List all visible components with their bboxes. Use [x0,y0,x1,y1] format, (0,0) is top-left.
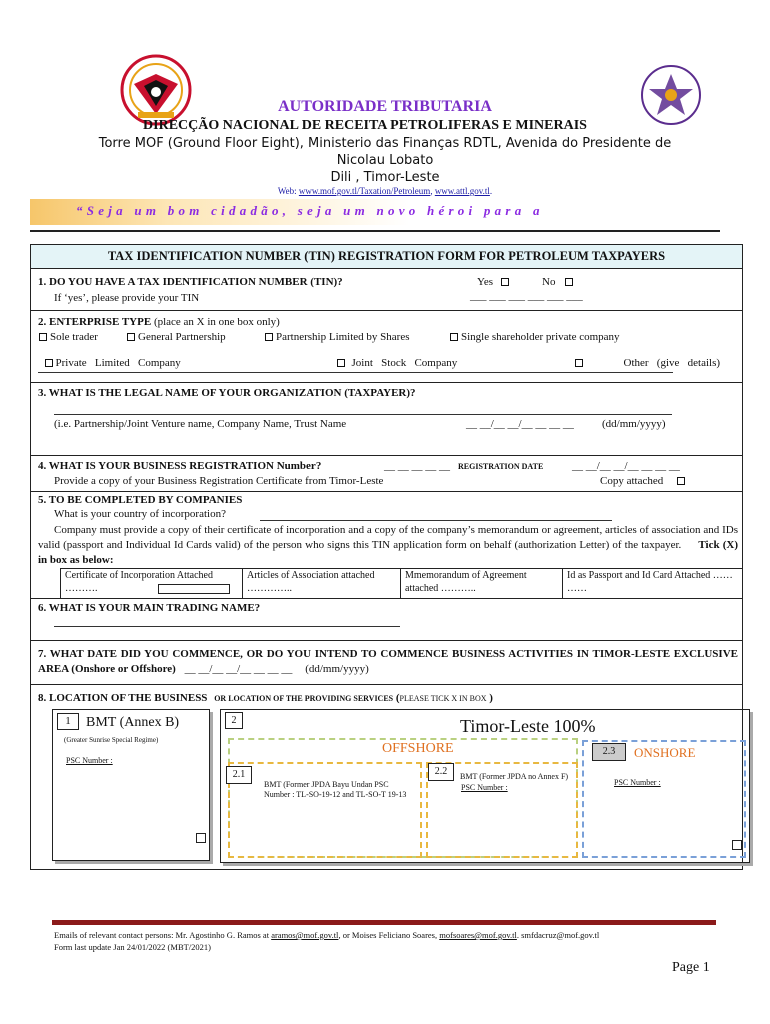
q5-instructions [38,523,738,568]
sole-trader-label: Sole trader [50,331,98,343]
q2-opt-general-partnership [124,331,226,343]
tax-authority-seal-logo [640,64,702,126]
email-mofsoares-link[interactable]: mofsoares@mof.gov.tl [439,930,517,940]
q7-date-format: (dd/mm/yyyy) [305,663,369,675]
header-divider [30,230,720,232]
contacts-mid: , or Moises Feliciano Soares, [338,930,438,940]
web-end: . [489,186,493,196]
address-line-3: Dili , Timor-Leste [330,170,440,185]
q2-opt-joint-stock [328,345,457,369]
web-sep: , [430,186,435,196]
b23-number: 2.3 [592,743,626,761]
q1-no [542,276,576,288]
contacts-prefix: Emails of relevant contact persons: Mr. Agostinho G. Ramos at [54,930,270,940]
box1-title: BMT (Annex B) [86,715,180,730]
q1-yes [477,276,512,288]
cell-cert-incorporation: Certificate of Incorporation Attached ………. [60,568,242,598]
b22-psc-label: PSC Number : [461,783,508,792]
b23-psc-label: PSC Number : [614,778,661,787]
cert-incorporation-checkbox[interactable] [158,584,230,594]
q7-date-field[interactable]: __ __/__ __/__ __ __ __ [184,663,293,675]
directorate-name: DIRECÇÃO NACIONAL DE RECEITA PETROLIFERAS E MINERAIS [143,118,587,133]
q4-hint: Provide a copy of your Business Registration Certificate from Timor-Leste [54,475,384,487]
location-box-bmt [52,709,210,861]
b22-number: 2.2 [428,763,454,781]
partnership-shares-label: Partnership Limited by Shares [276,331,410,343]
agency-name: AUTORIDADE TRIBUTARIA [278,98,492,115]
q4-number-field[interactable]: __ __ __ __ __ [384,460,450,472]
single-shareholder-label: Single shareholder private company [461,331,620,343]
q3-label: 3. WHAT IS THE LEGAL NAME OF YOUR ORGANIZATION (TAXPAYER)? [38,387,416,399]
q7-block [38,647,738,677]
partnership-shares-checkbox[interactable] [265,333,273,341]
q1-label: 1. DO YOU HAVE A TAX IDENTIFICATION NUMBER (TIN)? [38,276,343,288]
box1-subtitle: (Greater Sunrise Special Regime) [64,736,159,744]
web-link-attl[interactable]: www.attl.gov.tl [434,186,490,196]
q8-sub: OR LOCATION OF THE PROVIDING SERVICES [214,694,394,703]
q2-opt-sole-trader [36,331,98,343]
footer-contacts [54,930,744,940]
q5-incorporation-question: What is your country of incorporation? [54,508,226,520]
divider-q2 [30,382,743,383]
q2-details-field[interactable] [38,372,673,373]
q1-hint: If ‘yes’, please provide your TIN [54,292,200,304]
q2-opt-other [566,345,720,369]
box2-number: 2 [225,712,243,729]
q6-trading-name-field[interactable] [54,626,400,627]
joint-stock-checkbox[interactable] [337,359,345,367]
q4-reg-date-label: REGISTRATION DATE [458,462,544,471]
q3-date-field[interactable]: __ __/__ __/__ __ __ __ [466,418,574,430]
page-number: Page 1 [672,960,710,975]
box2-title: Timor-Leste 100% [460,716,596,736]
divider-q1 [30,310,743,311]
q7-label: 7. WHAT DATE DID YOU COMMENCE, OR DO YOU INTEND TO COMMENCE BUSINESS ACTIVITIES IN TIMOR-LESTE EXCLUSIVE AREA (Onshore or Offshore) [38,648,738,675]
q3-hint: (i.e. Partnership/Joint Venture name, Company Name, Trust Name [54,418,347,430]
address-line-1: Torre MOF (Ground Floor Eight), Ministerio das Finanças RDTL, Avenida do Presidente de [98,136,672,151]
b21-number: 2.1 [226,766,252,784]
divider-q4 [30,491,743,492]
b21-text: BMT (Former JPDA Bayu Undan PSC Number : TL-SO-19-12 and TL-SO-T 19-13 [264,780,407,799]
q1-yes-label: Yes [477,276,494,288]
q5-label: 5. TO BE COMPLETED BY COMPANIES [38,494,243,506]
b22-text: BMT (Former JPDA no Annex F) [460,772,569,781]
private-limited-label: Private Limited Company [55,357,181,369]
q4-copy-checkbox[interactable] [677,477,685,485]
divider-q7 [30,684,743,685]
q4-copy-label: Copy attached [600,475,664,487]
general-partnership-checkbox[interactable] [127,333,135,341]
q1-no-label: No [542,276,556,288]
general-partnership-label: General Partnership [138,331,226,343]
email-aramos-link[interactable]: aramos@mof.gov.tl [271,930,339,940]
box1-number: 1 [57,713,79,730]
cell-memorandum: Mmemorandum of Agreement attached ……….. [400,568,562,598]
address-line-2: Nicolau Lobato [336,153,434,168]
q8-paren-open: ( [395,692,400,704]
offshore-label: OFFSHORE [382,741,454,756]
other-checkbox[interactable] [575,359,583,367]
divider-q6 [30,640,743,641]
box2-checkbox[interactable] [732,840,742,850]
q8-heading [38,692,493,704]
contacts-end: . smfdacruz@mof.gov.tl [516,930,600,940]
form-update: Form last update Jan 24/01/2022 (MBT/2021) [54,942,212,952]
q8-label: 8. LOCATION OF THE BUSINESS [38,692,208,704]
q4-label: 4. WHAT IS YOUR BUSINESS REGISTRATION Number? [38,460,322,472]
q4-copy [600,475,688,487]
q3-name-field[interactable] [54,414,672,415]
q5-tick-label: Tick (X) in box as below: [38,539,739,566]
q2-heading [38,316,280,328]
single-shareholder-checkbox[interactable] [450,333,458,341]
q2-label: 2. ENTERPRISE TYPE [38,316,152,328]
q1-no-checkbox[interactable] [565,278,573,286]
box1-psc-label: PSC Number : [66,756,113,765]
q1-tin-field[interactable]: ___ ___ ___ ___ ___ ___ [470,290,583,302]
sole-trader-checkbox[interactable] [39,333,47,341]
cell-id-passport: Id as Passport and Id Card Attached …… …… [562,568,743,598]
q5-instructions-text: Company must provide a copy of their certificate of incorporation and a copy of the company’s memorandum or agreement, articles of association and IDs valid (passport and Individual Id Cards valid) of the person who signs this TIN application form on behalf (authorization Letter) of the taxpayer. [38,524,738,551]
q2-opt-single-shareholder [447,331,620,343]
q3-date-format: (dd/mm/yyyy) [602,418,666,430]
q1-yes-checkbox[interactable] [501,278,509,286]
other-label: Other (give details) [623,357,721,369]
q2-hint: (place an X in one box only) [153,316,280,328]
box1-checkbox[interactable] [196,833,206,843]
cell-articles-association: Articles of Association attached ………….. [242,568,400,598]
q8-paren-close: ) [489,692,493,704]
q4-reg-date-field[interactable]: __ __/__ __/__ __ __ __ [572,460,680,472]
web-line [0,186,770,196]
joint-stock-label: Joint Stock Company [351,357,458,369]
q2-opt-private-limited [36,345,181,369]
q8-tick: PLEASE TICK X IN BOX [399,694,487,703]
onshore-label: ONSHORE [634,745,696,760]
form-title: TAX IDENTIFICATION NUMBER (TIN) REGISTRATION FORM FOR PETROLEUM TAXPAYERS [31,245,742,269]
q2-opt-partnership-shares [262,331,410,343]
q6-label: 6. WHAT IS YOUR MAIN TRADING NAME? [38,602,261,614]
divider-q5 [30,598,743,599]
divider-q3 [30,455,743,456]
web-link-mof[interactable]: www.mof.gov.tl/Taxation/Petroleum [298,186,431,196]
footer-rule [52,920,716,925]
q5-incorporation-field[interactable] [260,520,612,521]
subbox-2-1 [228,762,422,858]
slogan-text: “ S e j a u m b o m c i d a d ã o , s e j a u m n o v o h é r o i p a r a a [76,203,540,218]
web-label: Web: [277,186,297,196]
private-limited-checkbox[interactable] [45,359,53,367]
